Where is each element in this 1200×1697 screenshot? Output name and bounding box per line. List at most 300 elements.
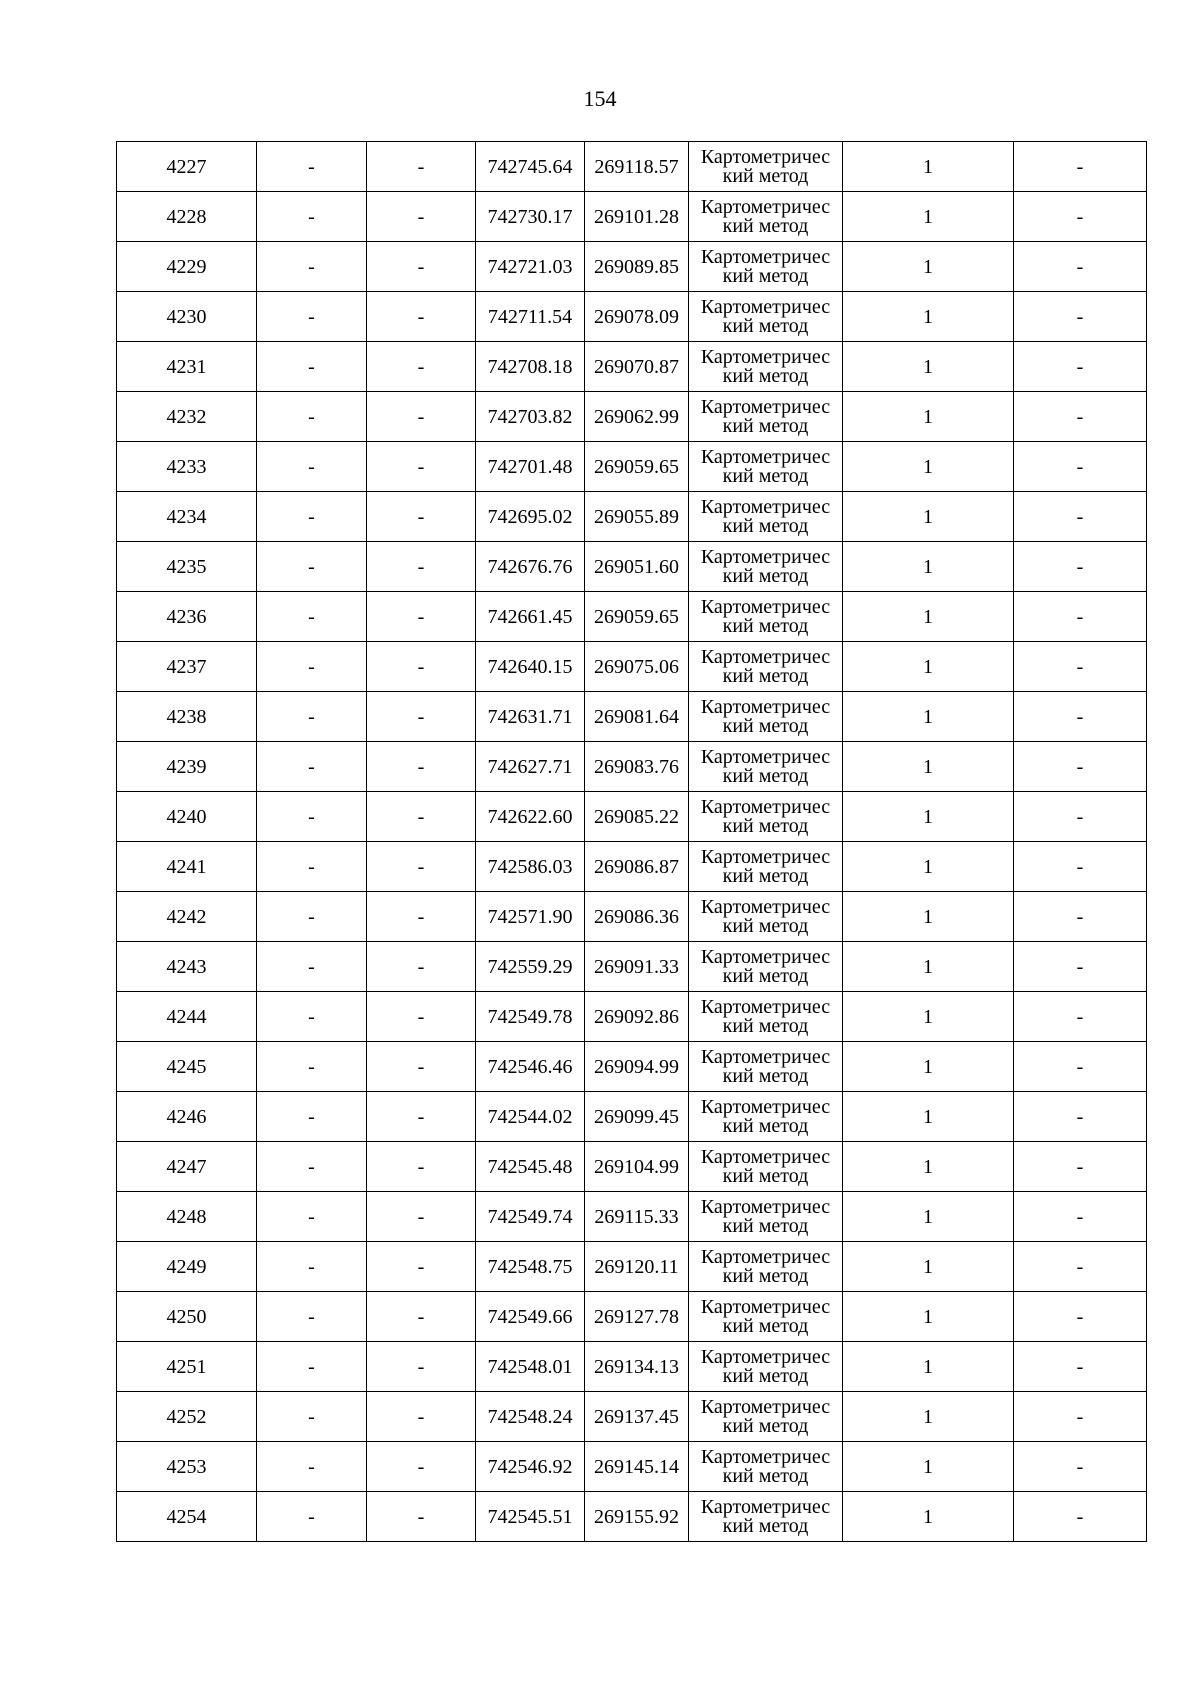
dash-cell: - — [257, 642, 367, 692]
note-cell: - — [1014, 1142, 1147, 1192]
accuracy-cell: 1 — [843, 992, 1014, 1042]
method-cell — [689, 1292, 843, 1342]
x-coordinate-cell: 742640.15 — [476, 642, 585, 692]
method-cell — [689, 342, 843, 392]
dash-cell: - — [367, 1442, 476, 1492]
method-cell — [689, 592, 843, 642]
accuracy-cell: 1 — [843, 642, 1014, 692]
x-coordinate-cell: 742745.64 — [476, 142, 585, 192]
method-text-line: кий метод — [722, 1364, 809, 1387]
y-coordinate-cell: 269118.57 — [585, 142, 689, 192]
accuracy-cell: 1 — [843, 1142, 1014, 1192]
accuracy-cell: 1 — [843, 1092, 1014, 1142]
accuracy-cell: 1 — [843, 842, 1014, 892]
accuracy-cell: 1 — [843, 742, 1014, 792]
dash-cell: - — [367, 192, 476, 242]
dash-cell: - — [367, 1342, 476, 1392]
point-number-cell: 4248 — [117, 1192, 257, 1242]
accuracy-cell: 1 — [843, 492, 1014, 542]
dash-cell: - — [257, 292, 367, 342]
method-text-line: Картометричес — [700, 295, 831, 318]
x-coordinate-cell: 742546.92 — [476, 1442, 585, 1492]
method-text-line: кий метод — [722, 514, 809, 537]
y-coordinate-cell: 269104.99 — [585, 1142, 689, 1192]
point-number-cell: 4249 — [117, 1242, 257, 1292]
accuracy-cell: 1 — [843, 792, 1014, 842]
dash-cell: - — [257, 592, 367, 642]
method-text-line: Картометричес — [700, 1095, 831, 1118]
x-coordinate-cell: 742622.60 — [476, 792, 585, 842]
method-cell — [689, 642, 843, 692]
method-cell — [689, 442, 843, 492]
accuracy-cell: 1 — [843, 142, 1014, 192]
table-row — [117, 792, 1147, 842]
table-row — [117, 692, 1147, 742]
dash-cell: - — [257, 192, 367, 242]
x-coordinate-cell: 742701.48 — [476, 442, 585, 492]
point-number-cell: 4232 — [117, 392, 257, 442]
method-text-line: Картометричес — [700, 1445, 831, 1468]
dash-cell: - — [367, 742, 476, 792]
table-row — [117, 842, 1147, 892]
method-text-line: кий метод — [722, 1164, 809, 1187]
accuracy-cell: 1 — [843, 192, 1014, 242]
dash-cell: - — [367, 1142, 476, 1192]
table-row — [117, 1092, 1147, 1142]
method-text-line: Картометричес — [700, 695, 831, 718]
method-text-line: Картометричес — [700, 1395, 831, 1418]
page-number: 154 — [583, 86, 617, 111]
method-text-line: Картометричес — [700, 545, 831, 568]
point-number-cell: 4236 — [117, 592, 257, 642]
method-text-line: Картометричес — [700, 845, 831, 868]
table-row — [117, 292, 1147, 342]
accuracy-cell: 1 — [843, 1242, 1014, 1292]
method-cell — [689, 292, 843, 342]
dash-cell: - — [367, 792, 476, 842]
dash-cell: - — [367, 1092, 476, 1142]
note-cell: - — [1014, 642, 1147, 692]
y-coordinate-cell: 269062.99 — [585, 392, 689, 442]
table-row — [117, 1242, 1147, 1292]
method-cell — [689, 1192, 843, 1242]
table-row — [117, 1042, 1147, 1092]
dash-cell: - — [367, 1492, 476, 1542]
dash-cell: - — [367, 642, 476, 692]
method-cell — [689, 1142, 843, 1192]
method-text-line: Картометричес — [700, 1245, 831, 1268]
note-cell: - — [1014, 542, 1147, 592]
y-coordinate-cell: 269078.09 — [585, 292, 689, 342]
dash-cell: - — [367, 992, 476, 1042]
y-coordinate-cell: 269137.45 — [585, 1392, 689, 1442]
y-coordinate-cell: 269086.36 — [585, 892, 689, 942]
method-text-line: Картометричес — [700, 645, 831, 668]
method-text-line: кий метод — [722, 1214, 809, 1237]
method-text-line: Картометричес — [700, 195, 831, 218]
dash-cell: - — [257, 1042, 367, 1092]
method-cell — [689, 142, 843, 192]
dash-cell: - — [367, 1292, 476, 1342]
dash-cell: - — [367, 1192, 476, 1242]
note-cell: - — [1014, 942, 1147, 992]
y-coordinate-cell: 269070.87 — [585, 342, 689, 392]
y-coordinate-cell: 269101.28 — [585, 192, 689, 242]
note-cell: - — [1014, 242, 1147, 292]
x-coordinate-cell: 742548.75 — [476, 1242, 585, 1292]
point-number-cell: 4238 — [117, 692, 257, 742]
point-number-cell: 4246 — [117, 1092, 257, 1142]
y-coordinate-cell: 269145.14 — [585, 1442, 689, 1492]
method-cell — [689, 242, 843, 292]
point-number-cell: 4230 — [117, 292, 257, 342]
y-coordinate-cell: 269051.60 — [585, 542, 689, 592]
point-number-cell: 4242 — [117, 892, 257, 942]
dash-cell: - — [257, 392, 367, 442]
x-coordinate-cell: 742586.03 — [476, 842, 585, 892]
method-text-line: кий метод — [722, 614, 809, 637]
method-text-line: Картометричес — [700, 1145, 831, 1168]
y-coordinate-cell: 269115.33 — [585, 1192, 689, 1242]
method-text-line: Картометричес — [700, 245, 831, 268]
y-coordinate-cell: 269081.64 — [585, 692, 689, 742]
dash-cell: - — [367, 592, 476, 642]
note-cell: - — [1014, 1342, 1147, 1392]
x-coordinate-cell: 742730.17 — [476, 192, 585, 242]
dash-cell: - — [367, 392, 476, 442]
dash-cell: - — [257, 892, 367, 942]
table-row — [117, 142, 1147, 192]
note-cell: - — [1014, 442, 1147, 492]
y-coordinate-cell: 269120.11 — [585, 1242, 689, 1292]
table-row — [117, 342, 1147, 392]
point-number-cell: 4254 — [117, 1492, 257, 1542]
dash-cell: - — [367, 442, 476, 492]
table-row — [117, 492, 1147, 542]
dash-cell: - — [367, 1242, 476, 1292]
table-row — [117, 642, 1147, 692]
accuracy-cell: 1 — [843, 692, 1014, 742]
dash-cell: - — [257, 1292, 367, 1342]
x-coordinate-cell: 742695.02 — [476, 492, 585, 542]
dash-cell: - — [257, 1342, 367, 1392]
method-text-line: Картометричес — [700, 395, 831, 418]
point-number-cell: 4251 — [117, 1342, 257, 1392]
dash-cell: - — [257, 442, 367, 492]
method-text-line: Картометричес — [700, 945, 831, 968]
method-text-line: кий метод — [722, 564, 809, 587]
dash-cell: - — [367, 492, 476, 542]
accuracy-cell: 1 — [843, 242, 1014, 292]
dash-cell: - — [257, 1092, 367, 1142]
accuracy-cell: 1 — [843, 1492, 1014, 1542]
table-row — [117, 1292, 1147, 1342]
dash-cell: - — [257, 492, 367, 542]
accuracy-cell: 1 — [843, 392, 1014, 442]
dash-cell: - — [257, 1242, 367, 1292]
method-text-line: Картометричес — [700, 1495, 831, 1518]
dash-cell: - — [257, 1442, 367, 1492]
dash-cell: - — [367, 292, 476, 342]
method-text-line: Картометричес — [700, 495, 831, 518]
x-coordinate-cell: 742661.45 — [476, 592, 585, 642]
point-number-cell: 4240 — [117, 792, 257, 842]
method-text-line: кий метод — [722, 414, 809, 437]
y-coordinate-cell: 269075.06 — [585, 642, 689, 692]
y-coordinate-cell: 269059.65 — [585, 442, 689, 492]
method-cell — [689, 1042, 843, 1092]
method-text-line: кий метод — [722, 1264, 809, 1287]
table-row — [117, 592, 1147, 642]
x-coordinate-cell: 742544.02 — [476, 1092, 585, 1142]
accuracy-cell: 1 — [843, 1042, 1014, 1092]
dash-cell: - — [367, 1042, 476, 1092]
table-row — [117, 442, 1147, 492]
method-cell — [689, 1492, 843, 1542]
y-coordinate-cell: 269155.92 — [585, 1492, 689, 1542]
dash-cell: - — [257, 942, 367, 992]
note-cell: - — [1014, 892, 1147, 942]
point-number-cell: 4250 — [117, 1292, 257, 1342]
method-text-line: кий метод — [722, 1464, 809, 1487]
method-cell — [689, 842, 843, 892]
method-text-line: кий метод — [722, 764, 809, 787]
dash-cell: - — [257, 992, 367, 1042]
method-cell — [689, 492, 843, 542]
method-text-line: Картометричес — [700, 1345, 831, 1368]
note-cell: - — [1014, 392, 1147, 442]
table-row — [117, 742, 1147, 792]
note-cell: - — [1014, 492, 1147, 542]
method-text-line: кий метод — [722, 914, 809, 937]
method-text-line: Картометричес — [700, 445, 831, 468]
method-text-line: кий метод — [722, 164, 809, 187]
x-coordinate-cell: 742708.18 — [476, 342, 585, 392]
point-number-cell: 4247 — [117, 1142, 257, 1192]
method-text-line: кий метод — [722, 364, 809, 387]
point-number-cell: 4234 — [117, 492, 257, 542]
dash-cell: - — [257, 542, 367, 592]
method-cell — [689, 742, 843, 792]
method-text-line: кий метод — [722, 464, 809, 487]
method-cell — [689, 1242, 843, 1292]
method-cell — [689, 1092, 843, 1142]
method-text-line: кий метод — [722, 1314, 809, 1337]
point-number-cell: 4244 — [117, 992, 257, 1042]
dash-cell: - — [257, 692, 367, 742]
method-cell — [689, 892, 843, 942]
dash-cell: - — [367, 142, 476, 192]
table-row — [117, 992, 1147, 1042]
note-cell: - — [1014, 992, 1147, 1042]
method-text-line: кий метод — [722, 1114, 809, 1137]
method-text-line: кий метод — [722, 1514, 809, 1537]
method-text-line: кий метод — [722, 314, 809, 337]
method-text-line: Картометричес — [700, 1195, 831, 1218]
note-cell: - — [1014, 842, 1147, 892]
point-number-cell: 4231 — [117, 342, 257, 392]
point-number-cell: 4235 — [117, 542, 257, 592]
method-text-line: кий метод — [722, 864, 809, 887]
note-cell: - — [1014, 692, 1147, 742]
x-coordinate-cell: 742548.24 — [476, 1392, 585, 1442]
method-text-line: кий метод — [722, 1064, 809, 1087]
dash-cell: - — [367, 242, 476, 292]
accuracy-cell: 1 — [843, 1342, 1014, 1392]
dash-cell: - — [257, 1492, 367, 1542]
dash-cell: - — [257, 792, 367, 842]
note-cell: - — [1014, 1042, 1147, 1092]
method-text-line: кий метод — [722, 1414, 809, 1437]
y-coordinate-cell: 269083.76 — [585, 742, 689, 792]
point-number-cell: 4252 — [117, 1392, 257, 1442]
note-cell: - — [1014, 1442, 1147, 1492]
note-cell: - — [1014, 792, 1147, 842]
x-coordinate-cell: 742549.78 — [476, 992, 585, 1042]
point-number-cell: 4245 — [117, 1042, 257, 1092]
note-cell: - — [1014, 1392, 1147, 1442]
point-number-cell: 4241 — [117, 842, 257, 892]
note-cell: - — [1014, 1242, 1147, 1292]
method-text-line: кий метод — [722, 814, 809, 837]
table-row — [117, 192, 1147, 242]
dash-cell: - — [367, 542, 476, 592]
method-text-line: Картометричес — [700, 1295, 831, 1318]
method-text-line: Картометричес — [700, 595, 831, 618]
note-cell: - — [1014, 1292, 1147, 1342]
method-text-line: Картометричес — [700, 1045, 831, 1068]
dash-cell: - — [367, 842, 476, 892]
table-row — [117, 1442, 1147, 1492]
table-row — [117, 1192, 1147, 1242]
x-coordinate-cell: 742627.71 — [476, 742, 585, 792]
y-coordinate-cell: 269092.86 — [585, 992, 689, 1042]
table-row — [117, 1342, 1147, 1392]
dash-cell: - — [367, 1392, 476, 1442]
method-text-line: Картометричес — [700, 995, 831, 1018]
x-coordinate-cell: 742631.71 — [476, 692, 585, 742]
y-coordinate-cell: 269089.85 — [585, 242, 689, 292]
method-text-line: кий метод — [722, 214, 809, 237]
table-row — [117, 1392, 1147, 1442]
method-text-line: кий метод — [722, 664, 809, 687]
accuracy-cell: 1 — [843, 342, 1014, 392]
method-cell — [689, 942, 843, 992]
dash-cell: - — [257, 742, 367, 792]
x-coordinate-cell: 742545.51 — [476, 1492, 585, 1542]
method-cell — [689, 1442, 843, 1492]
x-coordinate-cell: 742559.29 — [476, 942, 585, 992]
y-coordinate-cell: 269055.89 — [585, 492, 689, 542]
note-cell: - — [1014, 592, 1147, 642]
dash-cell: - — [367, 892, 476, 942]
accuracy-cell: 1 — [843, 292, 1014, 342]
dash-cell: - — [257, 1192, 367, 1242]
table-body — [117, 142, 1147, 1542]
y-coordinate-cell: 269094.99 — [585, 1042, 689, 1092]
method-cell — [689, 692, 843, 742]
note-cell: - — [1014, 292, 1147, 342]
point-number-cell: 4233 — [117, 442, 257, 492]
note-cell: - — [1014, 342, 1147, 392]
table-row — [117, 1142, 1147, 1192]
table-row — [117, 242, 1147, 292]
point-number-cell: 4253 — [117, 1442, 257, 1492]
dash-cell: - — [257, 242, 367, 292]
note-cell: - — [1014, 1492, 1147, 1542]
dash-cell: - — [257, 142, 367, 192]
method-text-line: Картометричес — [700, 745, 831, 768]
x-coordinate-cell: 742571.90 — [476, 892, 585, 942]
y-coordinate-cell: 269099.45 — [585, 1092, 689, 1142]
note-cell: - — [1014, 142, 1147, 192]
method-text-line: кий метод — [722, 964, 809, 987]
x-coordinate-cell: 742703.82 — [476, 392, 585, 442]
method-text-line: Картометричес — [700, 345, 831, 368]
point-number-cell: 4229 — [117, 242, 257, 292]
accuracy-cell: 1 — [843, 442, 1014, 492]
note-cell: - — [1014, 742, 1147, 792]
y-coordinate-cell: 269091.33 — [585, 942, 689, 992]
method-cell — [689, 192, 843, 242]
method-text-line: кий метод — [722, 714, 809, 737]
accuracy-cell: 1 — [843, 1292, 1014, 1342]
method-cell — [689, 992, 843, 1042]
dash-cell: - — [257, 842, 367, 892]
table-row — [117, 1492, 1147, 1542]
method-cell — [689, 1392, 843, 1442]
accuracy-cell: 1 — [843, 592, 1014, 642]
method-cell — [689, 1342, 843, 1392]
point-number-cell: 4228 — [117, 192, 257, 242]
method-text-line: Картометричес — [700, 145, 831, 168]
table-row — [117, 892, 1147, 942]
method-text-line: кий метод — [722, 1014, 809, 1037]
dash-cell: - — [257, 342, 367, 392]
x-coordinate-cell: 742545.48 — [476, 1142, 585, 1192]
y-coordinate-cell: 269059.65 — [585, 592, 689, 642]
coordinates-table — [116, 141, 1147, 1542]
method-text-line: Картометричес — [700, 895, 831, 918]
accuracy-cell: 1 — [843, 542, 1014, 592]
point-number-cell: 4239 — [117, 742, 257, 792]
dash-cell: - — [367, 342, 476, 392]
table-row — [117, 392, 1147, 442]
method-text-line: кий метод — [722, 264, 809, 287]
dash-cell: - — [367, 692, 476, 742]
dash-cell: - — [367, 942, 476, 992]
y-coordinate-cell: 269086.87 — [585, 842, 689, 892]
point-number-cell: 4237 — [117, 642, 257, 692]
note-cell: - — [1014, 192, 1147, 242]
x-coordinate-cell: 742548.01 — [476, 1342, 585, 1392]
method-text-line: Картометричес — [700, 795, 831, 818]
accuracy-cell: 1 — [843, 1192, 1014, 1242]
x-coordinate-cell: 742721.03 — [476, 242, 585, 292]
note-cell: - — [1014, 1192, 1147, 1242]
method-cell — [689, 792, 843, 842]
x-coordinate-cell: 742676.76 — [476, 542, 585, 592]
x-coordinate-cell: 742549.66 — [476, 1292, 585, 1342]
point-number-cell: 4227 — [117, 142, 257, 192]
accuracy-cell: 1 — [843, 1442, 1014, 1492]
y-coordinate-cell: 269085.22 — [585, 792, 689, 842]
accuracy-cell: 1 — [843, 892, 1014, 942]
dash-cell: - — [257, 1392, 367, 1442]
dash-cell: - — [257, 1142, 367, 1192]
y-coordinate-cell: 269134.13 — [585, 1342, 689, 1392]
method-cell — [689, 392, 843, 442]
